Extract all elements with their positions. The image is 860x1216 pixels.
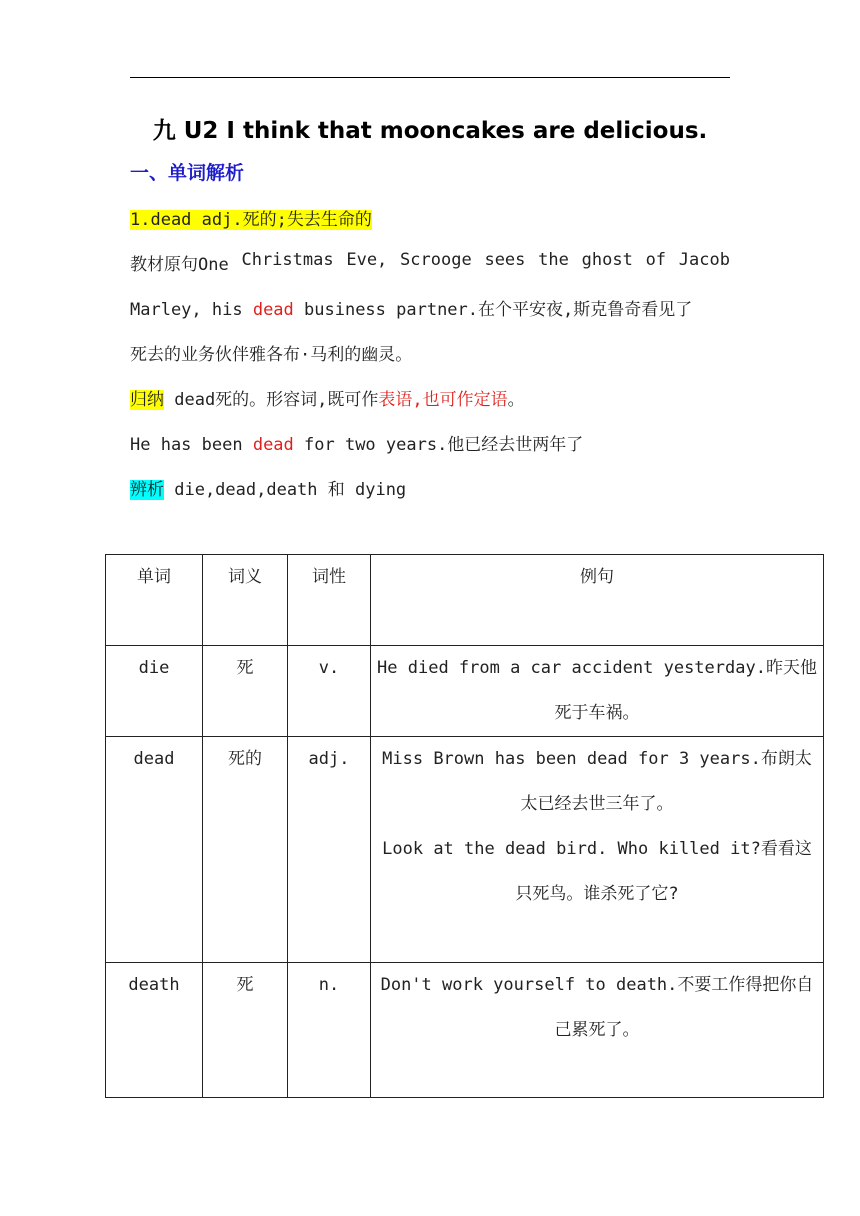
example-sentence: Miss Brown has been dead for 3 years.布朗太太已经去世三年了。 <box>382 749 812 814</box>
source-word: sees <box>484 250 526 270</box>
summary-text: dead死的。形容词,既可作 <box>164 390 379 410</box>
cell-word: die <box>106 646 203 737</box>
summary-highlight: 表语,也可作定语 <box>378 390 508 410</box>
cell-example <box>371 646 824 737</box>
source-sentence-start <box>130 250 229 275</box>
source-sentence-line-1 <box>130 250 730 275</box>
table-row <box>106 963 824 1098</box>
source-word: Christmas <box>241 250 334 270</box>
summary-label: 归纳 <box>130 390 164 410</box>
word-entry: 1.dead adj.死的;失去生命的 <box>130 210 372 230</box>
header-meaning: 词义 <box>203 555 288 646</box>
source-word: the <box>538 250 569 270</box>
word-comparison-table <box>105 554 824 1098</box>
table-header-row <box>106 555 824 646</box>
source-word: Scrooge <box>400 250 472 270</box>
distinguish-text: die,dead,death 和 dying <box>164 480 407 500</box>
example-line <box>130 430 583 455</box>
cell-pos: n. <box>288 963 371 1098</box>
cell-meaning: 死 <box>203 963 288 1098</box>
section-heading: 一、单词解析 <box>130 162 245 184</box>
source-word: One <box>198 255 229 275</box>
source-highlight-dead: dead <box>252 300 294 320</box>
source-text: business partner.在个平安夜,斯克鲁奇看见了 <box>293 300 693 320</box>
cell-word: dead <box>106 737 203 963</box>
example-sentence: Don't work yourself to death.不要工作得把你自己累死了。 <box>380 975 814 1040</box>
header-word: 单词 <box>106 555 203 646</box>
cell-word: death <box>106 963 203 1098</box>
summary-line <box>130 385 525 410</box>
example-highlight-dead: dead <box>252 435 294 455</box>
source-sentence-line-2 <box>130 295 692 320</box>
source-text: Marley, his <box>130 300 253 320</box>
example-sentence: He died from a car accident yesterday.昨天他死于车祸。 <box>377 658 817 723</box>
cell-example <box>371 737 824 963</box>
cell-pos: v. <box>288 646 371 737</box>
source-sentence-line-3: 死去的业务伙伴雅各布·马利的幽灵。 <box>130 345 413 365</box>
page-title: 九 U2 I think that mooncakes are delicious. <box>152 118 708 144</box>
summary-text-end: 。 <box>507 390 525 410</box>
cell-example <box>371 963 824 1098</box>
header-rule <box>130 77 730 78</box>
source-word: ghost <box>581 250 633 270</box>
example-text: He has been <box>130 435 253 455</box>
cell-pos: adj. <box>288 737 371 963</box>
header-example: 例句 <box>371 555 824 646</box>
cell-meaning: 死 <box>203 646 288 737</box>
header-pos: 词性 <box>288 555 371 646</box>
distinguish-label: 辨析 <box>130 480 164 500</box>
example-sentence: Look at the dead bird. Who killed it?看看这只死鸟。谁杀死了它? <box>382 839 812 904</box>
example-text-end: for two years.他已经去世两年了 <box>293 435 584 455</box>
distinguish-line <box>130 475 406 500</box>
cell-meaning: 死的 <box>203 737 288 963</box>
table-row <box>106 646 824 737</box>
source-word: Jacob <box>678 250 730 270</box>
word-entry-line <box>130 205 372 230</box>
source-word: Eve, <box>346 250 388 270</box>
source-label: 教材原句 <box>130 255 198 275</box>
table-row <box>106 737 824 963</box>
source-word: of <box>645 250 667 270</box>
